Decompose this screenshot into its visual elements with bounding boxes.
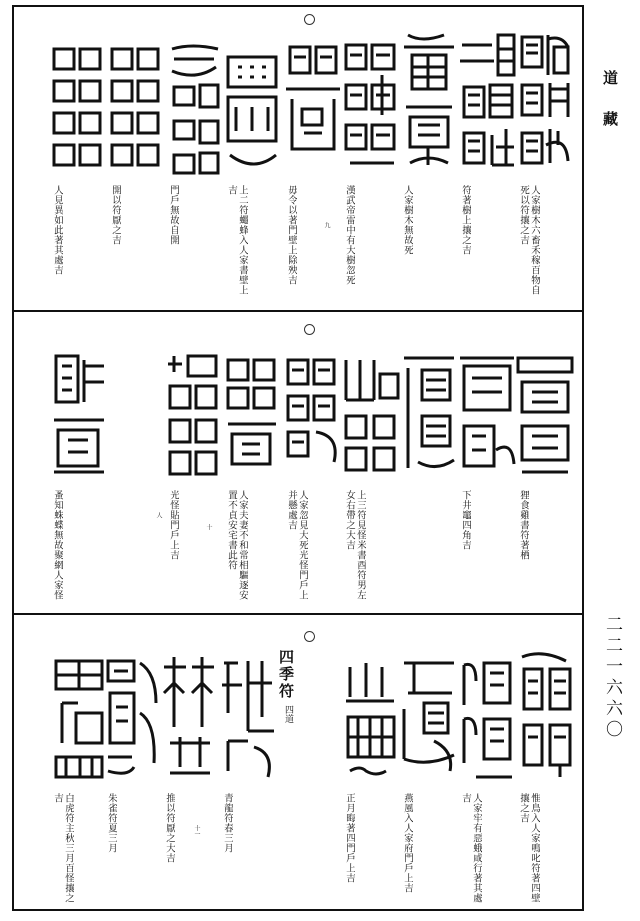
talisman-column	[44, 312, 114, 613]
caption: 狸食雞書符著栖	[518, 490, 529, 560]
caption: 燕風入人家府門戶上吉	[402, 793, 413, 893]
talisman-seal-glyph	[222, 25, 284, 177]
caption: 人家忽見大死光怪門戶上并懸處吉	[286, 490, 308, 600]
talisman-seal-glyph	[160, 633, 222, 785]
talisman-column	[278, 312, 348, 613]
talisman-column	[155, 312, 230, 613]
caption: 推以符厭之大吉	[164, 793, 175, 863]
caption: 漢武帝雷中有大樹忽死	[344, 185, 355, 285]
caption: 青龍符春三月	[222, 793, 233, 853]
caption: 人家牢有惡蛾咸行著其處吉	[460, 793, 482, 903]
talisman-seal-glyph	[282, 330, 344, 482]
page-marker: 十一	[193, 825, 200, 837]
talisman-seal-glyph	[398, 633, 460, 785]
panel-bottom	[14, 615, 582, 913]
talisman-seal-glyph	[398, 25, 460, 177]
talisman-seal-glyph	[340, 330, 402, 482]
caption: 符著樹上攘之吉	[460, 185, 471, 255]
caption: 毋令以著門壁上除殃吉	[286, 185, 297, 285]
section-heading: 四季符	[277, 649, 295, 700]
caption: 開以符厭之吉	[110, 185, 121, 245]
talisman-seal-glyph	[514, 633, 576, 785]
talisman-seal-glyph	[340, 633, 402, 785]
talisman-seal-glyph	[222, 330, 284, 482]
caption: 人家樹木六畜禾稼百物自死以符攘之吉	[518, 185, 540, 295]
caption: 上三符見怪米書酉符男左女右帶之大吉	[344, 490, 366, 600]
page-frame	[12, 5, 584, 911]
page-marker: 人	[155, 512, 162, 518]
talisman-seal-glyph	[282, 25, 344, 177]
caption: 人家樹木無故死	[402, 185, 413, 255]
talisman-seal-glyph	[514, 25, 576, 177]
talisman-column	[336, 615, 406, 913]
talisman-seal-glyph	[164, 25, 226, 177]
caption: 光怪貼門戶上吉	[168, 490, 179, 560]
panel-middle	[14, 312, 582, 615]
panel-top	[14, 7, 582, 312]
margin-book-title: 道藏	[601, 70, 619, 152]
talisman-seal-glyph	[398, 330, 460, 482]
talisman-seal-glyph	[48, 330, 110, 482]
caption: 朱雀符夏三月	[106, 793, 117, 853]
talisman-column	[44, 615, 114, 913]
section-subheading: 四道	[283, 705, 293, 723]
talisman-seal-glyph	[456, 330, 518, 482]
caption: 上二符蠅蜂入人家書壁上吉	[226, 185, 248, 295]
page-marker: 九	[323, 222, 330, 228]
talisman-seal-glyph	[106, 25, 168, 177]
talisman-seal-glyph	[340, 25, 402, 177]
caption: 下井竈四角吉	[460, 490, 471, 550]
talisman-seal-glyph	[48, 633, 110, 785]
caption: 人家夫妻不和常相驅逐安置不貞安宅書此符	[226, 490, 248, 600]
talisman-seal-glyph	[164, 330, 226, 482]
talisman-seal-glyph	[218, 633, 280, 785]
margin-page-number: 二二一六六〇	[602, 615, 622, 741]
caption: 白虎符主秋三月百怪攘之吉	[52, 793, 74, 903]
caption: 正月晦著四門戶上吉	[344, 793, 355, 883]
talisman-column	[278, 7, 348, 310]
caption: 門戶無故自開	[168, 185, 179, 245]
caption: 蚤知蛛蝶無故聚網人家怪	[52, 490, 63, 600]
caption: 惟鳥入人家鳴叱符著四壁攘之吉	[518, 793, 540, 903]
talisman-seal-glyph	[456, 633, 518, 785]
talisman-seal-glyph	[48, 25, 110, 177]
talisman-seal-glyph	[514, 330, 576, 482]
caption: 人見異如此著其處吉	[52, 185, 63, 275]
talisman-column	[44, 7, 114, 310]
talisman-seal-glyph	[456, 25, 518, 177]
page-marker: 十	[205, 524, 212, 530]
